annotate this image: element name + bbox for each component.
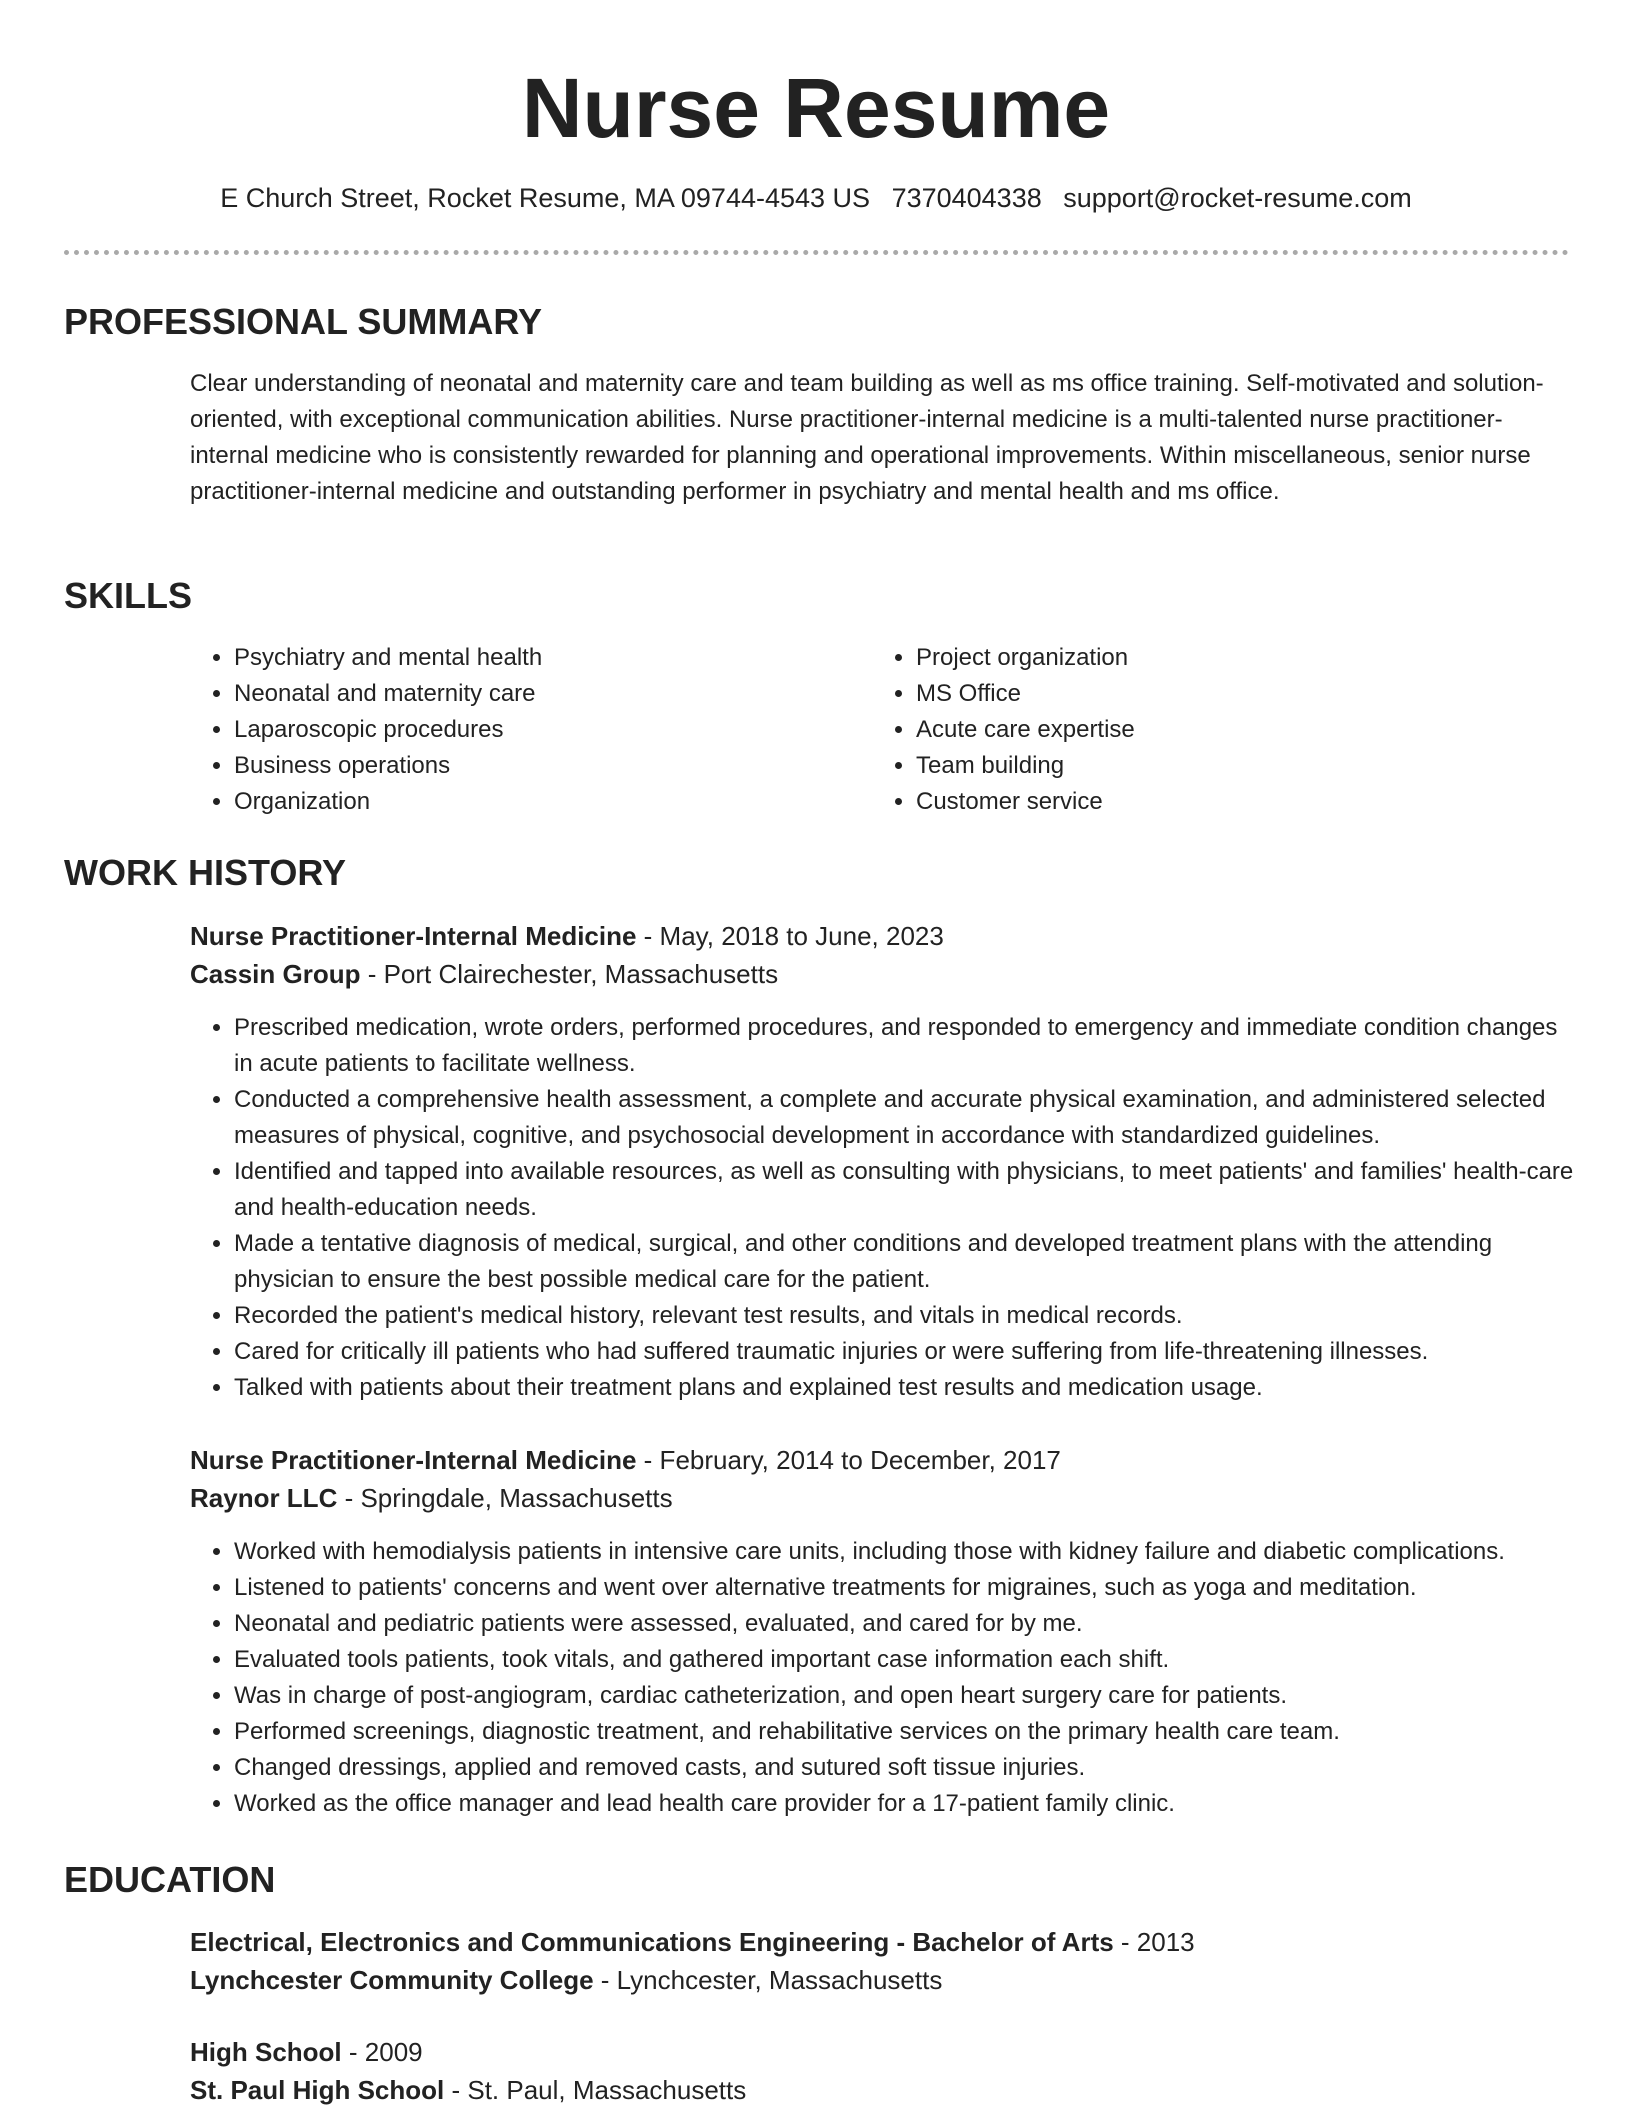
- job-location: - Port Clairechester, Massachusetts: [360, 959, 779, 989]
- skill-item: • Project organization: [916, 640, 1512, 676]
- skills-column-left: [190, 640, 830, 820]
- contact-email: support@rocket-resume.com: [1063, 183, 1412, 213]
- job-bullet: • Evaluated tools patients, took vitals, and gathered important case information each shift.: [234, 1642, 1580, 1678]
- section-title-summary: PROFESSIONAL SUMMARY: [64, 301, 543, 342]
- job-bullet: • Talked with patients about their treatment plans and explained test results and medication usage.: [234, 1370, 1580, 1406]
- job-bullet: • Worked with hemodialysis patients in intensive care units, including those with kidney failure and diabetic complications.: [234, 1534, 1580, 1570]
- education-school-line: [190, 1962, 942, 1998]
- job-bullets: [190, 1534, 1580, 1822]
- job-bullets: [190, 1010, 1580, 1406]
- job-location: - Springdale, Massachusetts: [337, 1483, 673, 1513]
- job-role: Nurse Practitioner-Internal Medicine: [190, 1445, 637, 1475]
- education-school: Lynchcester Community College: [190, 1965, 594, 1995]
- job-bullet: • Identified and tapped into available resources, as well as consulting with physicians, to meet patients' and families' health-care and health-education needs.: [234, 1154, 1580, 1226]
- education-degree: High School: [190, 2037, 342, 2067]
- summary-text: Clear understanding of neonatal and maternity care and team building as well as ms office training. Self-motivated and solution-oriented, with exceptional communication abilities. Nurse practitioner-internal medicine is a multi-talented nurse practitioner-internal medicine who is consistently rewarded for planning and operational improvements. Within miscellaneous, senior nurse practitioner-internal medicine and outstanding performer in psychiatry and mental health and ms office.: [190, 370, 1544, 505]
- skill-item: • Neonatal and maternity care: [234, 676, 830, 712]
- education-year: - 2013: [1113, 1927, 1195, 1957]
- education-year: - 2009: [341, 2037, 423, 2067]
- education-location: - Lynchcester, Massachusetts: [593, 1965, 943, 1995]
- job-dates: - May, 2018 to June, 2023: [636, 921, 944, 951]
- skill-item: • Psychiatry and mental health: [234, 640, 830, 676]
- header-divider: [64, 250, 1569, 255]
- job-bullet: • Recorded the patient's medical history, relevant test results, and vitals in medical records.: [234, 1298, 1580, 1334]
- job-bullet: • Cared for critically ill patients who had suffered traumatic injuries or were suffering from life-threatening illnesses.: [234, 1334, 1580, 1370]
- section-title-work-history: WORK HISTORY: [64, 852, 347, 893]
- job-bullet: • Changed dressings, applied and removed casts, and sutured soft tissue injuries.: [234, 1750, 1580, 1786]
- education-school-line: [190, 2072, 746, 2108]
- job-bullet: • Was in charge of post-angiogram, cardiac catheterization, and open heart surgery care for patients.: [234, 1678, 1580, 1714]
- job-title-line: [190, 1442, 1061, 1478]
- contact-address: E Church Street, Rocket Resume, MA 09744-4543 US: [220, 183, 871, 213]
- education-degree: Electrical, Electronics and Communications Engineering - Bachelor of Arts: [190, 1927, 1114, 1957]
- contact-line: [0, 180, 1632, 216]
- skill-item: • Team building: [916, 748, 1512, 784]
- job-company-line: [190, 956, 778, 992]
- skills-column-right: [872, 640, 1512, 820]
- skill-item: • MS Office: [916, 676, 1512, 712]
- job-company: Raynor LLC: [190, 1483, 338, 1513]
- job-bullet: • Listened to patients' concerns and went over alternative treatments for migraines, such as yoga and meditation.: [234, 1570, 1580, 1606]
- skill-item: • Laparoscopic procedures: [234, 712, 830, 748]
- job-bullet: • Worked as the office manager and lead health care provider for a 17-patient family clinic.: [234, 1786, 1580, 1822]
- job-bullet: • Made a tentative diagnosis of medical, surgical, and other conditions and developed treatment plans with the attending physician to ensure the best possible medical care for the patient.: [234, 1226, 1580, 1298]
- education-degree-line: [190, 2034, 423, 2070]
- education-location: - St. Paul, Massachusetts: [444, 2075, 747, 2105]
- education-school: St. Paul High School: [190, 2075, 445, 2105]
- section-title-education: EDUCATION: [64, 1859, 276, 1900]
- job-dates: - February, 2014 to December, 2017: [636, 1445, 1061, 1475]
- job-bullet: • Neonatal and pediatric patients were assessed, evaluated, and cared for by me.: [234, 1606, 1580, 1642]
- job-company-line: [190, 1480, 673, 1516]
- skill-item: • Customer service: [916, 784, 1512, 820]
- job-title-line: [190, 918, 944, 954]
- section-title-skills: SKILLS: [64, 575, 193, 616]
- job-bullet: • Prescribed medication, wrote orders, performed procedures, and responded to emergency and immediate condition changes in acute patients to facilitate wellness.: [234, 1010, 1580, 1082]
- job-company: Cassin Group: [190, 959, 361, 989]
- job-bullet: • Conducted a comprehensive health assessment, a complete and accurate physical examination, and administered selected measures of physical, cognitive, and psychosocial development in accordance with standardized guidelines.: [234, 1082, 1580, 1154]
- skill-item: • Organization: [234, 784, 830, 820]
- skill-item: • Acute care expertise: [916, 712, 1512, 748]
- skill-item: • Business operations: [234, 748, 830, 784]
- resume-name: Nurse Resume: [521, 61, 1111, 155]
- job-bullet: • Performed screenings, diagnostic treatment, and rehabilitative services on the primary health care team.: [234, 1714, 1580, 1750]
- education-degree-line: [190, 1924, 1195, 1960]
- contact-phone: 7370404338: [891, 183, 1042, 213]
- job-role: Nurse Practitioner-Internal Medicine: [190, 921, 637, 951]
